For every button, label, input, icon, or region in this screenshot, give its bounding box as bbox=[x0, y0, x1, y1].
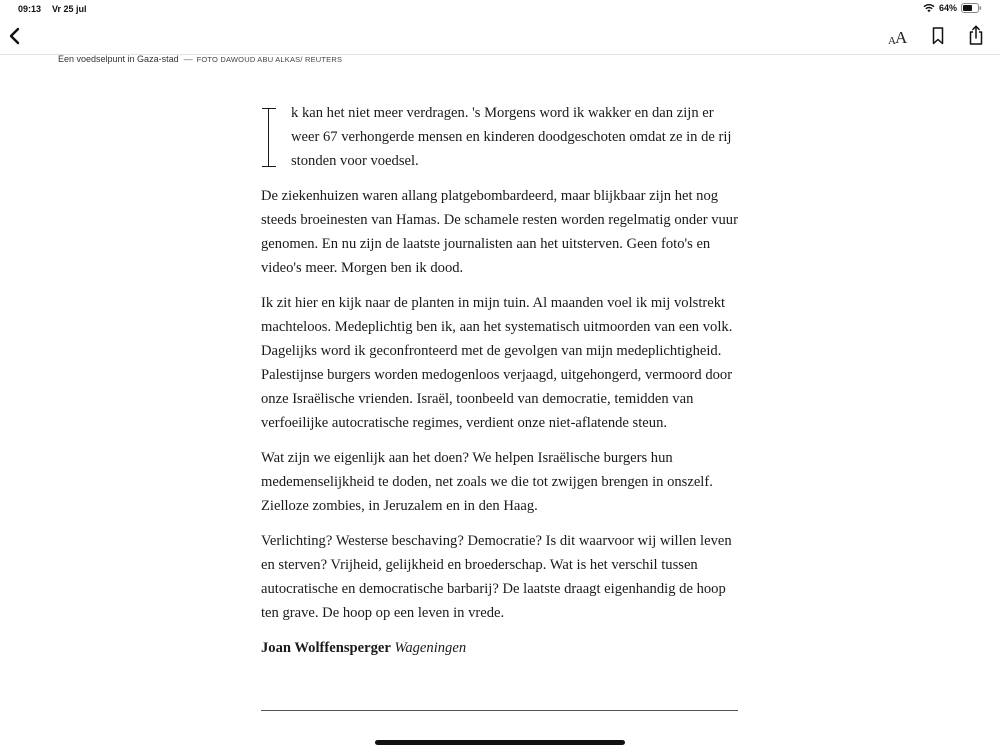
text-size-large-glyph: A bbox=[895, 28, 908, 47]
article-body bbox=[261, 101, 741, 671]
drop-cap bbox=[261, 108, 277, 167]
status-time: 09:13 bbox=[18, 4, 42, 14]
battery-icon bbox=[961, 3, 982, 13]
paragraph-3: Wat zijn we eigenlijk aan het doen? We helpen Israëlische burgers hun medemenselijkheid te doden, net zoals we die tot zwijgen brengen in onszelf. Zielloze zombies, in Jeruzalem en in den Haag. bbox=[261, 450, 713, 514]
chevron-left-icon bbox=[6, 24, 24, 48]
status-date: Vr 25 jul bbox=[52, 4, 87, 14]
bookmark-button[interactable] bbox=[930, 26, 946, 46]
caption-text: Een voedselpunt in Gaza-stad bbox=[58, 54, 179, 64]
paragraph-4: Verlichting? Westerse beschaving? Democratie? Is dit waarvoor wij willen leven en sterven? Vrijheid, gelijkheid en broederschap. Wat is het verschil tussen autocratische en democratische barbarij? De laatste draagt eigenhandig de hoop ten grave. De hoop op een leven in vrede. bbox=[261, 533, 732, 621]
share-button[interactable] bbox=[967, 24, 985, 46]
article-end-rule bbox=[261, 710, 738, 711]
caption-separator: — bbox=[183, 54, 193, 64]
signature bbox=[261, 636, 741, 660]
paragraph-2: Ik zit hier en kijk naar de planten in mijn tuin. Al maanden voel ik mij volstrekt machteloos. Medeplichtig ben ik, aan het systematisch uitmoorden van een volk. Dagelijks word ik geconfronteerd met de gevolgen van mijn medeplichtigheid. Palestijnse burgers worden medogenloos verjaagd, uitgehongerd, vermoord door onze Israëlische vrienden. Israël, toonbeeld van democratie, temidden van verfoeilijke autocratische regimes, verdient onze niet-aflatende steun. bbox=[261, 295, 733, 431]
lead-paragraph bbox=[261, 101, 741, 173]
back-button[interactable] bbox=[6, 24, 24, 48]
photo-caption bbox=[58, 54, 342, 66]
status-bar bbox=[0, 0, 1000, 18]
share-icon bbox=[967, 24, 985, 46]
author-name: Joan Wolffensperger bbox=[261, 640, 391, 656]
status-indicators bbox=[923, 3, 982, 13]
photo-credit: FOTO DAWOUD ABU ALKAS/ REUTERS bbox=[196, 55, 343, 64]
text-size-button[interactable] bbox=[884, 26, 912, 48]
battery-percentage: 64% bbox=[938, 3, 957, 13]
text-size-small-glyph: A bbox=[888, 35, 896, 47]
paragraph-1: De ziekenhuizen waren allang platgebombardeerd, maar blijkbaar zijn het nog steeds broeinesten van Hamas. De schamele resten worden regelmatig onder vuur genomen. En nu zijn de laatste journalisten aan het uitsterven. Geen foto's en video's meer. Morgen ben ik dood. bbox=[261, 188, 738, 276]
bookmark-icon bbox=[930, 26, 946, 46]
wifi-icon bbox=[923, 3, 935, 13]
author-location: Wageningen bbox=[394, 640, 467, 656]
nav-bar bbox=[0, 18, 1000, 54]
battery-level-fill bbox=[963, 5, 972, 11]
lead-text: k kan het niet meer verdragen. 's Morgens word ik wakker en dan zijn er weer 67 verhongerde mensen en kinderen doodgeschoten omdat ze in de rij stonden voor voedsel. bbox=[291, 105, 732, 169]
home-indicator[interactable] bbox=[375, 740, 625, 745]
